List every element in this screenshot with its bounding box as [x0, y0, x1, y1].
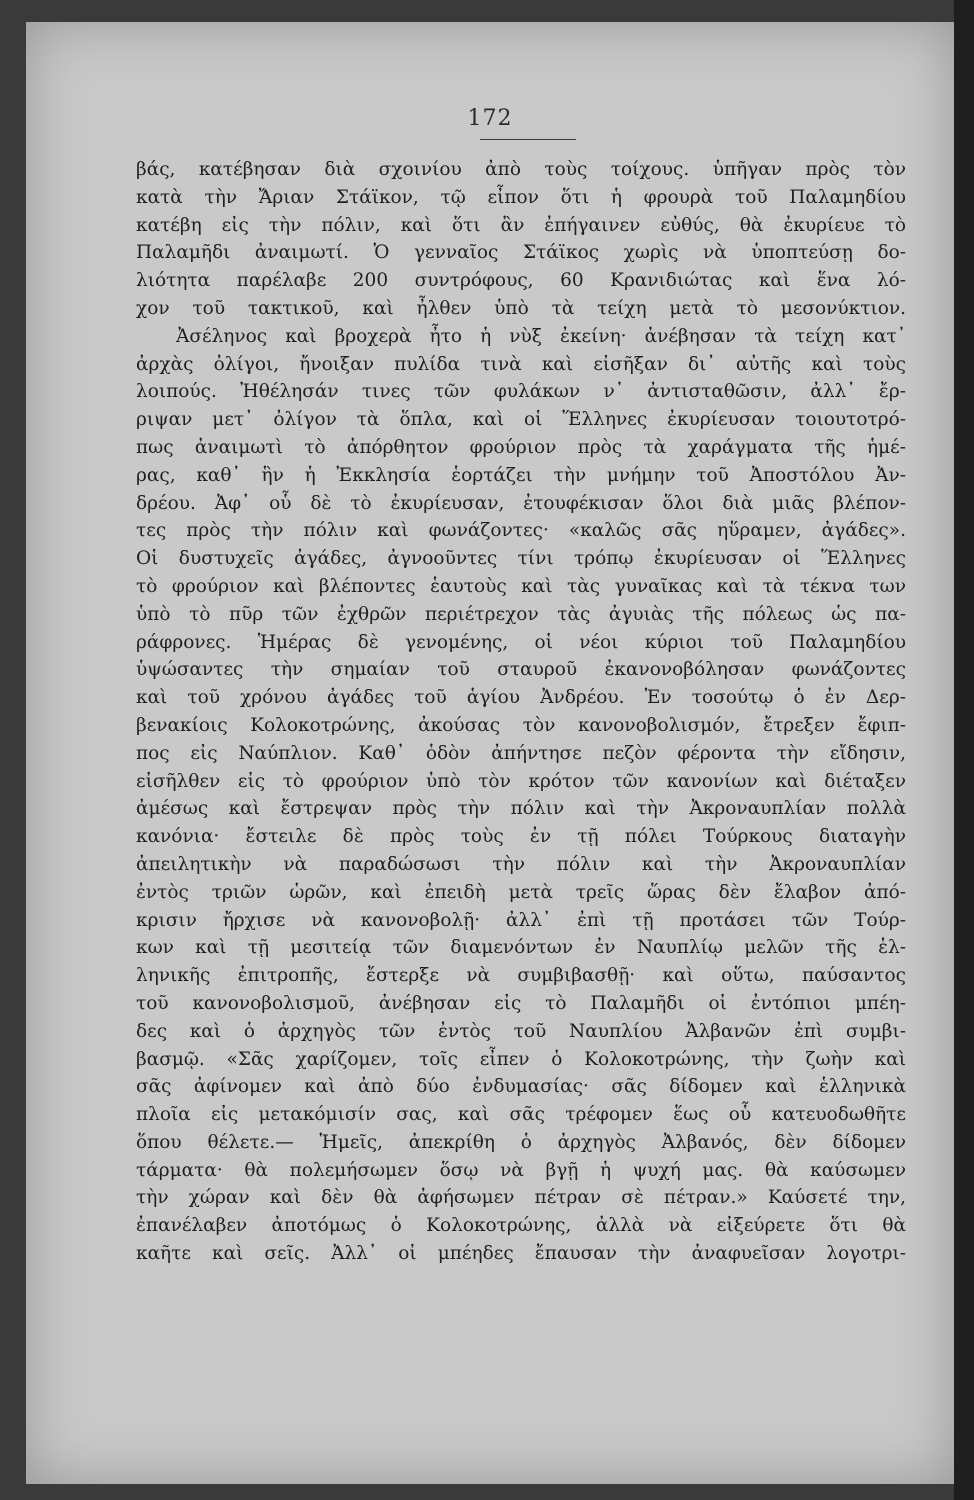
text-line: σᾶς ἀφίνομεν καὶ ἀπὸ δύο ἐνδυμασίας· σᾶς δίδομεν καὶ ἑλληνικὰ [136, 1076, 906, 1098]
text-line: Παλαμῆδι ἀναιμωτί. Ὁ γενναῖος Στάϊκος χωρὶς νὰ ὑποπτεύσῃ δο- [136, 242, 906, 264]
text-line: καῆτε καὶ σεῖς. Ἀλλ᾽ οἱ μπέηδες ἔπαυσαν τὴν ἀναφυεῖσαν λογοτρι- [136, 1243, 906, 1265]
text-line: ὅπου θέλετε.— Ἡμεῖς, ἀπεκρίθη ὁ ἀρχηγὸς Ἀλβανός, δὲν δίδομεν [136, 1131, 906, 1153]
text-line: πλοῖα εἰς μετακόμισίν σας, καὶ σᾶς τρέφομεν ἕως οὗ κατευοδωθῆτε [136, 1104, 906, 1126]
text-line: ἀμέσως καὶ ἔστρεψαν πρὸς τὴν πόλιν καὶ τὴν Ἀκροναυπλίαν πολλὰ [136, 798, 906, 820]
text-line: εἰσῆλθεν εἰς τὸ φρούριον ὑπὸ τὸν κρότον τῶν κανονίων καὶ διέταξεν [136, 770, 906, 792]
text-line: κων καὶ τῇ μεσιτείᾳ τῶν διαμενόντων ἐν Ναυπλίῳ μελῶν τῆς ἑλ- [136, 937, 906, 959]
body-text [136, 156, 906, 1268]
text-line: τάρματα· θὰ πολεμήσωμεν ὅσῳ νὰ βγῇ ἡ ψυχή μας. θὰ καύσωμεν [136, 1159, 906, 1181]
text-line: ράφρονες. Ἡμέρας δὲ γενομένης, οἱ νέοι κύριοι τοῦ Παλαμηδίου [136, 631, 906, 653]
text-line: δες καὶ ὁ ἀρχηγὸς τῶν ἐντὸς τοῦ Ναυπλίου Ἀλβανῶν ἐπὶ συμβι- [136, 1020, 906, 1042]
text-line: ἐντὸς τριῶν ὡρῶν, καὶ ἐπειδὴ μετὰ τρεῖς ὥρας δὲν ἔλαβον ἀπό- [136, 881, 906, 903]
text-line: Ἀσέληνος καὶ βροχερὰ ἦτο ἡ νὺξ ἐκείνη· ἀνέβησαν τὰ τείχη κατ᾽ [176, 325, 906, 347]
text-line: ὑψώσαντες τὴν σημαίαν τοῦ σταυροῦ ἐκανονοβόλησαν φωνάζοντες [136, 659, 906, 681]
text-line: βασμῷ. «Σᾶς χαρίζομεν, τοῖς εἶπεν ὁ Κολοκοτρώνης, τὴν ζωὴν καὶ [136, 1048, 906, 1070]
page-edge-shadow [954, 0, 974, 1500]
text-line: ρας, καθ᾽ ἣν ἡ Ἐκκλησία ἑορτάζει τὴν μνήμην τοῦ Ἀποστόλου Ἀν- [136, 464, 906, 486]
text-line: τες πρὸς τὴν πόλιν καὶ φωνάζοντες· «καλῶς σᾶς ηὕραμεν, ἀγάδες». [136, 520, 906, 542]
text-line: Οἱ δυστυχεῖς ἀγάδες, ἀγνοοῦντες τίνι τρόπῳ ἐκυρίευσαν οἱ Ἕλληνες [136, 548, 906, 570]
text-line: κανόνια· ἔστειλε δὲ πρὸς τοὺς ἐν τῇ πόλει Τούρκους διαταγὴν [136, 826, 906, 848]
text-line: βάς, κατέβησαν διὰ σχοινίου ἀπὸ τοὺς τοίχους. ὑπῆγαν πρὸς τὸν [136, 159, 906, 180]
text-line: χον τοῦ τακτικοῦ, καὶ ἦλθεν ὑπὸ τὰ τείχη μετὰ τὸ μεσονύκτιον. [136, 297, 906, 319]
text-line: πως ἀναιμωτὶ τὸ ἀπόρθητον φρούριον πρὸς τὰ χαράγματα τῆς ἡμέ- [136, 436, 906, 458]
text-line: ριψαν μετ᾽ ὀλίγον τὰ ὅπλα, καὶ οἱ Ἕλληνες ἐκυρίευσαν τοιουτοτρό- [136, 409, 906, 431]
text-line: κατὰ τὴν Ἄριαν Στάϊκον, τῷ εἶπον ὅτι ἡ φρουρὰ τοῦ Παλαμηδίου [136, 186, 906, 208]
text-line: βενακίοις Κολοκοτρώνης, ἀκούσας τὸν κανονοβολισμόν, ἔτρεξεν ἔφιπ- [136, 714, 906, 736]
text-line: τὴν χώραν καὶ δὲν θὰ ἀφήσωμεν πέτραν σὲ πέτραν.» Καύσετέ την, [136, 1187, 906, 1209]
text-line: κρισιν ἤρχισε νὰ κανονοβολῇ· ἀλλ᾽ ἐπὶ τῇ προτάσει τῶν Τούρ- [136, 909, 906, 931]
text-line: τοῦ κανονοβολισμοῦ, ἀνέβησαν εἰς τὸ Παλαμῆδι οἱ ἐντόπιοι μπέη- [136, 992, 906, 1014]
text-line: ἀρχὰς ὀλίγοι, ἤνοιξαν πυλίδα τινὰ καὶ εἰσῆξαν δι᾽ αὐτῆς καὶ τοὺς [136, 353, 906, 375]
text-line: λοιπούς. Ἠθέλησάν τινες τῶν φυλάκων ν᾽ ἀντισταθῶσιν, ἀλλ᾽ ἔρ- [136, 381, 906, 403]
text-line: καὶ τοῦ χρόνου ἀγάδες τοῦ ἁγίου Ἀνδρέου. Ἐν τοσούτῳ ὁ ἐν Δερ- [136, 687, 906, 709]
text-line: κατέβη εἰς τὴν πόλιν, καὶ ὅτι ἂν ἐπήγαινεν εὐθύς, θὰ ἐκυρίευε τὸ [136, 214, 906, 236]
text-line: ἀπειλητικὴν νὰ παραδώσωσι τὴν πόλιν καὶ τὴν Ἀκροναυπλίαν [136, 853, 906, 875]
text-line: δρέου. Ἀφ᾽ οὗ δὲ τὸ ἐκυρίευσαν, ἐτουφέκισαν ὅλοι διὰ μιᾶς βλέπον- [136, 492, 906, 514]
text-line: τὸ φρούριον καὶ βλέποντες ἑαυτοὺς καὶ τὰς γυναῖκας καὶ τὰ τέκνα των [136, 575, 906, 597]
text-line: λιότητα παρέλαβε 200 συντρόφους, 60 Κρανιδιώτας καὶ ἕνα λό- [136, 270, 906, 292]
text-line: ὑπὸ τὸ πῦρ τῶν ἐχθρῶν περιέτρεχον τὰς ἀγυιὰς τῆς πόλεως ὡς πα- [136, 603, 906, 625]
text-line: πος εἰς Ναύπλιον. Καθ᾽ ὁδὸν ἀπήντησε πεζὸν φέροντα τὴν εἴδησιν, [136, 742, 906, 764]
page-number: 172 [467, 106, 513, 131]
text-line: ληνικῆς ἐπιτροπῆς, ἔστερξε νὰ συμβιβασθῇ· καὶ οὕτω, παύσαντος [136, 965, 906, 987]
page-number-rule [480, 139, 576, 140]
text-line: ἐπανέλαβεν ἀποτόμως ὁ Κολοκοτρώνης, ἀλλὰ νὰ εἰξεύρετε ὅτι θὰ [136, 1215, 906, 1237]
